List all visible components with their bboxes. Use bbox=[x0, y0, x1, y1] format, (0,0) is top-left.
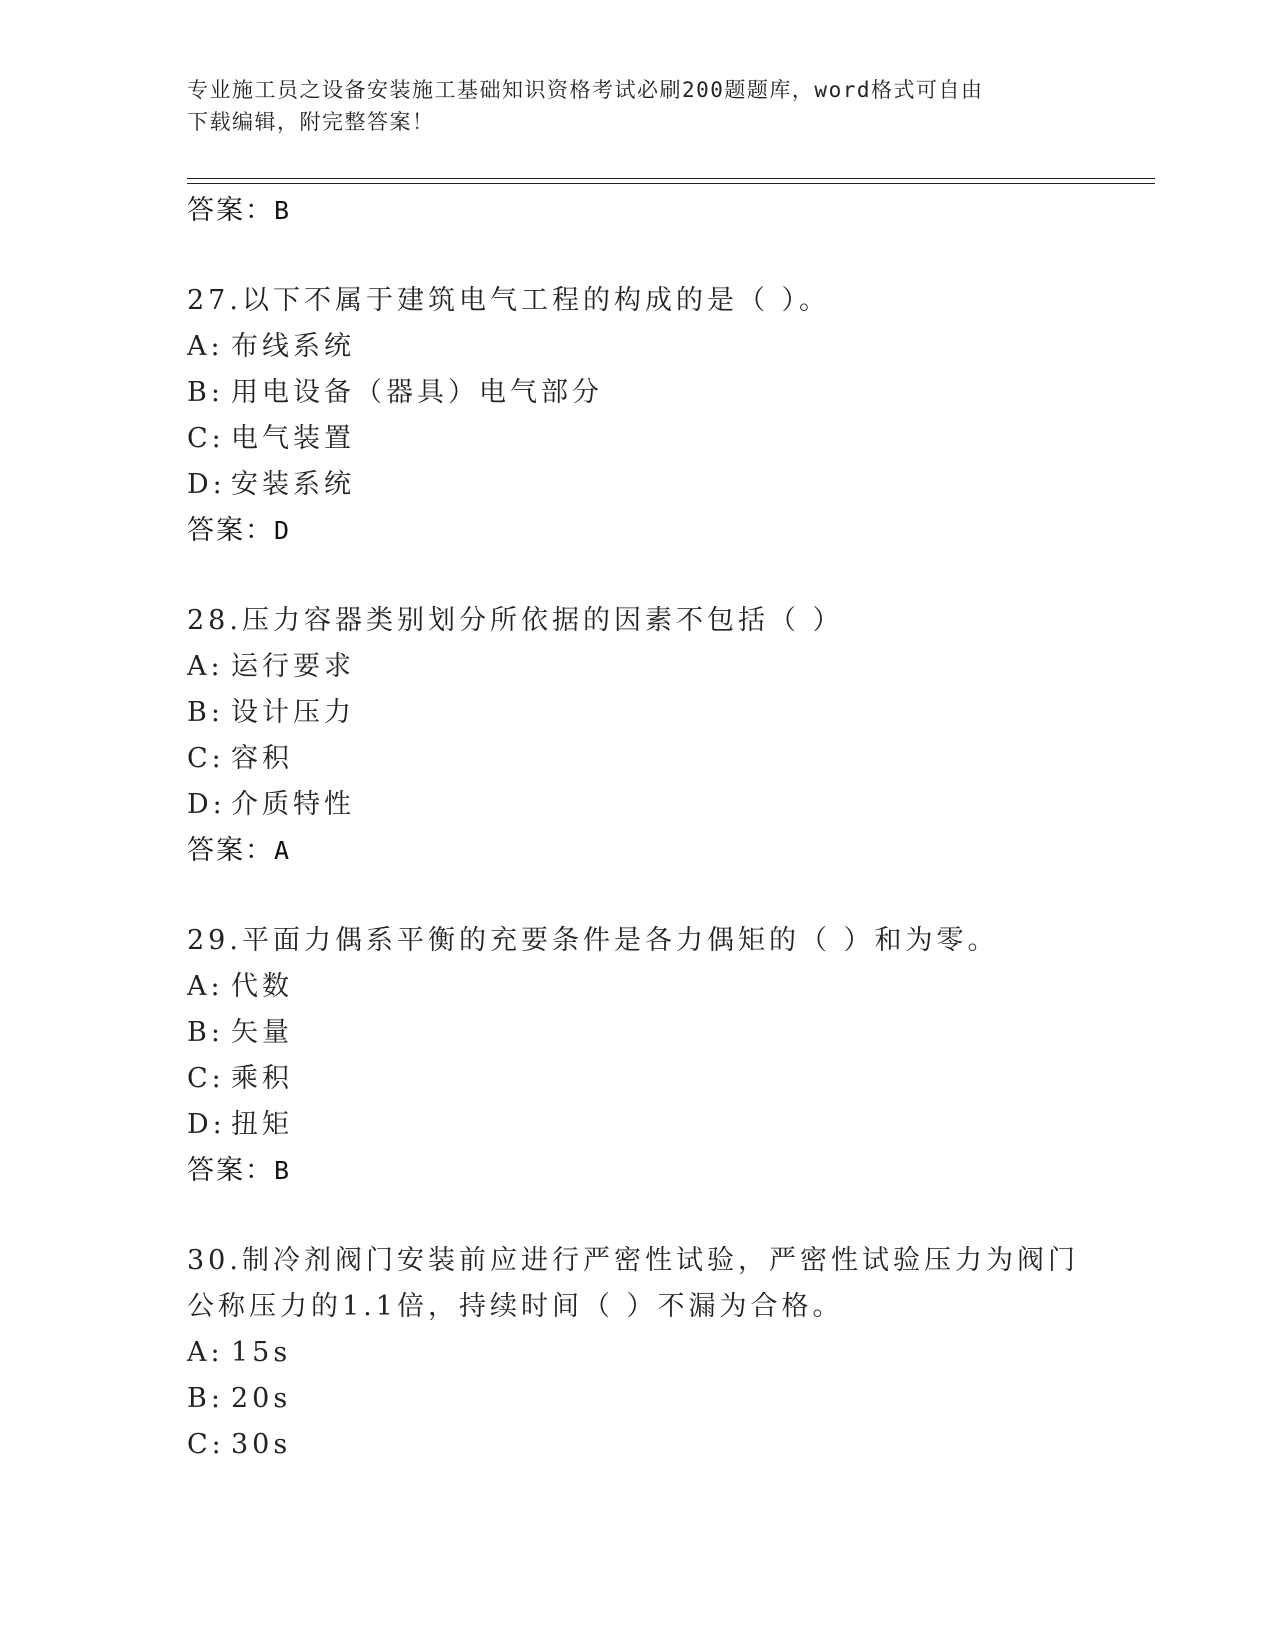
option-letter: B: bbox=[187, 1017, 224, 1048]
option-c bbox=[187, 1056, 1087, 1102]
question-text: 30.制冷剂阀门安装前应进行严密性试验，严密性试验压力为阀门公称压力的1.1倍，持续时间（ ）不漏为合格。 bbox=[187, 1245, 1079, 1322]
option-letter: A: bbox=[187, 331, 224, 362]
option-b bbox=[187, 370, 1087, 416]
option-letter: C: bbox=[187, 743, 225, 774]
answer-value: A bbox=[274, 836, 292, 865]
answer-label: 答案： bbox=[187, 195, 274, 226]
question-27 bbox=[187, 278, 1087, 554]
answer-line bbox=[187, 828, 1087, 874]
option-letter: A: bbox=[187, 651, 224, 682]
option-d bbox=[187, 1102, 1087, 1148]
option-text: 布线系统 bbox=[231, 331, 355, 362]
option-letter: C: bbox=[187, 423, 225, 454]
option-text: 乘积 bbox=[231, 1063, 293, 1094]
option-text: 安装系统 bbox=[231, 469, 355, 500]
option-c bbox=[187, 416, 1087, 462]
answer-line bbox=[187, 508, 1087, 554]
option-a bbox=[187, 1330, 1087, 1376]
answer-line bbox=[187, 1148, 1087, 1194]
option-d bbox=[187, 462, 1087, 508]
option-a bbox=[187, 964, 1087, 1010]
option-text: 电气装置 bbox=[231, 423, 355, 454]
option-letter: A: bbox=[187, 971, 224, 1002]
answer-value: B bbox=[274, 1156, 292, 1185]
option-text: 15s bbox=[231, 1337, 292, 1368]
option-letter: D: bbox=[187, 789, 226, 820]
option-d bbox=[187, 782, 1087, 828]
header-rule-top bbox=[187, 178, 1155, 179]
option-letter: A: bbox=[187, 1337, 224, 1368]
option-b bbox=[187, 1376, 1087, 1422]
option-text: 矢量 bbox=[231, 1017, 293, 1048]
option-letter: B: bbox=[187, 377, 224, 408]
option-text: 容积 bbox=[231, 743, 293, 774]
option-letter: C: bbox=[187, 1429, 225, 1460]
option-text: 运行要求 bbox=[231, 651, 355, 682]
option-text: 代数 bbox=[231, 971, 293, 1002]
option-text: 用电设备（器具）电气部分 bbox=[231, 377, 603, 408]
header-title-line-2: 下载编辑，附完整答案！ bbox=[187, 110, 435, 134]
question-text: 29.平面力偶系平衡的充要条件是各力偶矩的（ ）和为零。 bbox=[187, 925, 999, 956]
option-text: 设计压力 bbox=[231, 697, 355, 728]
option-b bbox=[187, 1010, 1087, 1056]
option-text: 扭矩 bbox=[231, 1109, 293, 1140]
option-letter: D: bbox=[187, 469, 226, 500]
question-29 bbox=[187, 918, 1087, 1194]
question-30 bbox=[187, 1238, 1087, 1468]
answer-label: 答案： bbox=[187, 515, 274, 546]
question-text: 28.压力容器类别划分所依据的因素不包括（ ） bbox=[187, 605, 844, 636]
option-letter: B: bbox=[187, 697, 224, 728]
header-rule-bottom bbox=[187, 183, 1155, 184]
option-a bbox=[187, 644, 1087, 690]
answer-line-prev bbox=[187, 188, 1087, 234]
answer-label: 答案： bbox=[187, 835, 274, 866]
option-text: 介质特性 bbox=[231, 789, 355, 820]
answer-value: D bbox=[274, 516, 292, 545]
answer-value: B bbox=[274, 196, 292, 225]
option-text: 30s bbox=[231, 1429, 292, 1460]
option-letter: B: bbox=[187, 1383, 224, 1414]
question-text: 27.以下不属于建筑电气工程的构成的是（ ）。 bbox=[187, 285, 831, 316]
option-b bbox=[187, 690, 1087, 736]
question-list bbox=[187, 188, 1087, 1468]
option-c bbox=[187, 1422, 1087, 1468]
question-28 bbox=[187, 598, 1087, 874]
option-c bbox=[187, 736, 1087, 782]
option-letter: C: bbox=[187, 1063, 225, 1094]
document-header bbox=[187, 74, 1067, 138]
option-letter: D: bbox=[187, 1109, 226, 1140]
answer-label: 答案： bbox=[187, 1155, 274, 1186]
option-a bbox=[187, 324, 1087, 370]
header-title-line-1: 专业施工员之设备安装施工基础知识资格考试必刷200题题库，word格式可自由 bbox=[187, 78, 984, 102]
option-text: 20s bbox=[231, 1383, 292, 1414]
